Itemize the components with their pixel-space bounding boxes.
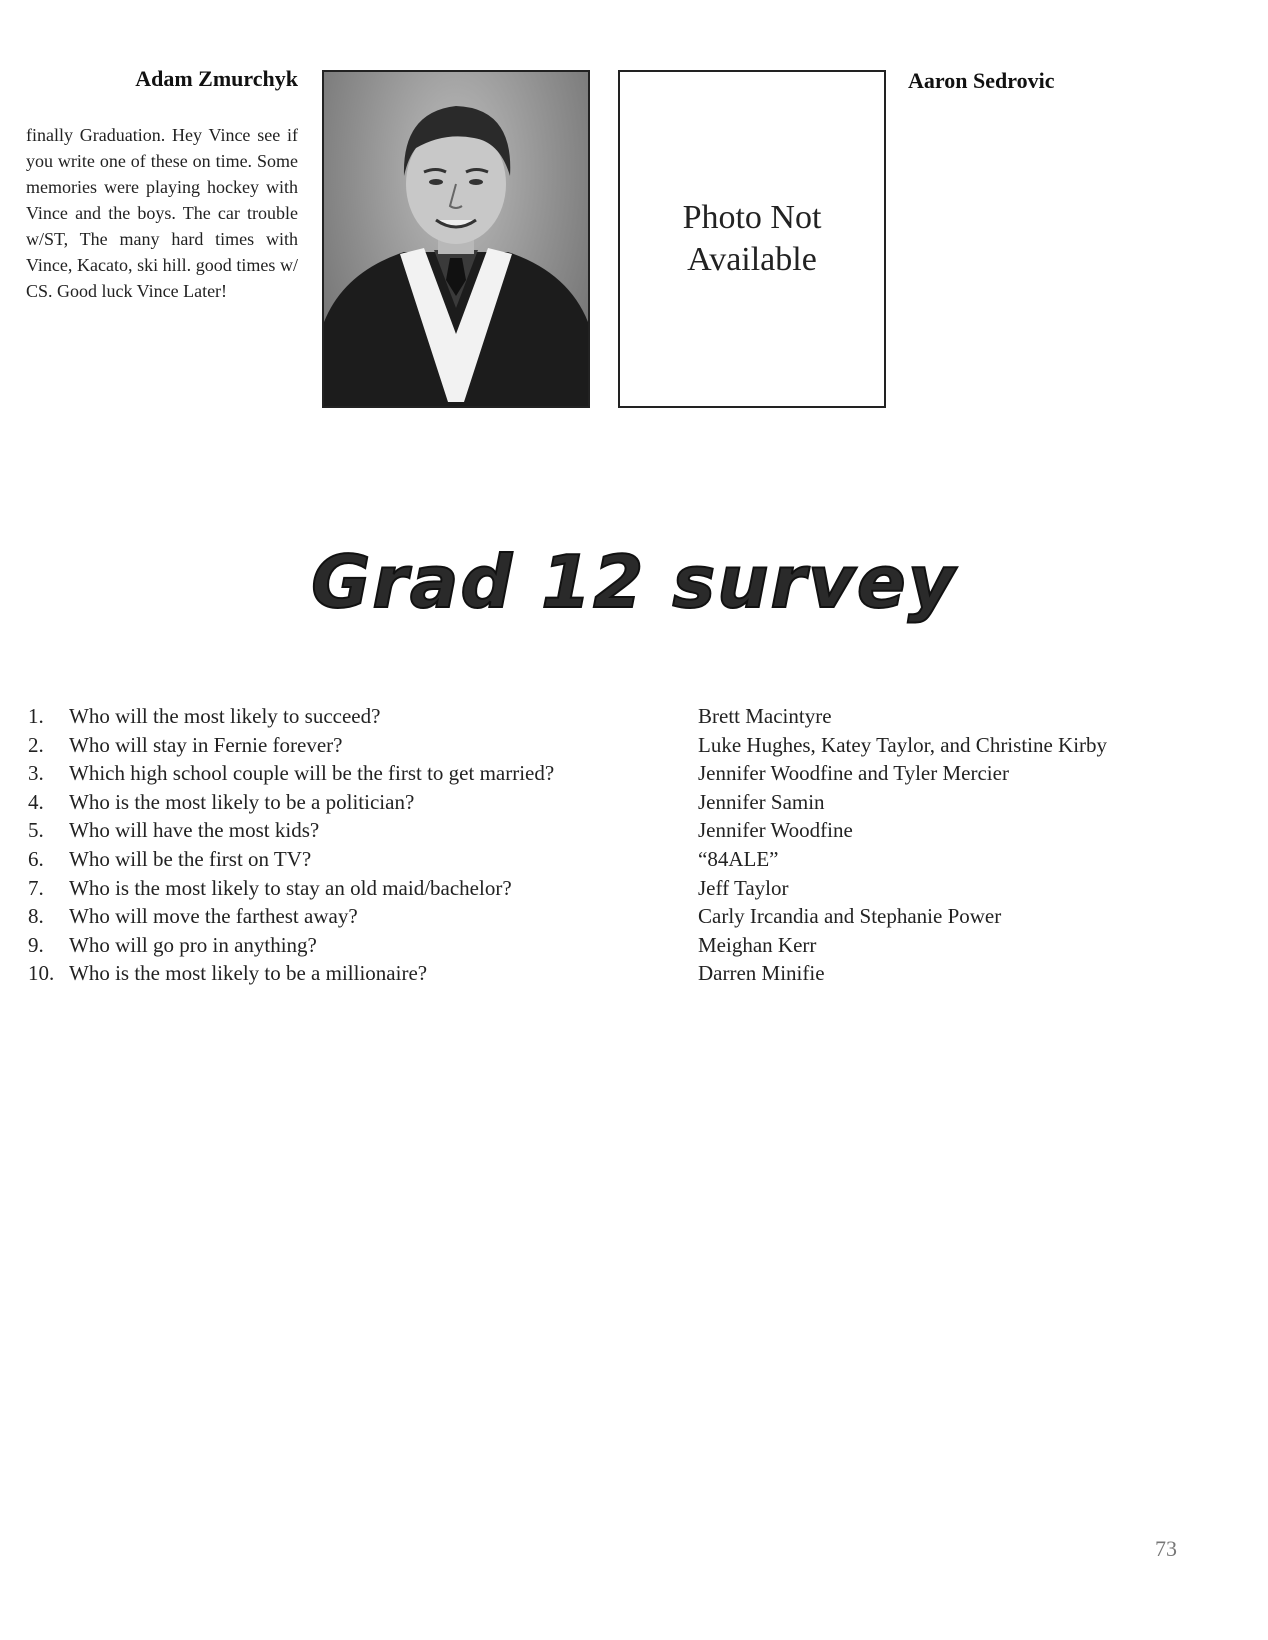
- portrait-illustration: [324, 72, 588, 406]
- question-text: Who is the most likely to stay an old maid/bachelor?: [69, 875, 512, 900]
- survey-question: [28, 959, 688, 988]
- question-text: Who will go pro in anything?: [69, 932, 317, 957]
- page-number: 73: [1155, 1536, 1177, 1561]
- question-text: Who will be the first on TV?: [69, 846, 312, 871]
- survey-answer: Carly Ircandia and Stephanie Power: [698, 904, 1002, 929]
- survey-answer: Darren Minifie: [698, 961, 825, 986]
- question-number: 2.: [28, 732, 44, 757]
- survey-question: [28, 902, 688, 931]
- survey-answer: Jennifer Samin: [698, 789, 825, 814]
- survey-answer: Jennifer Woodfine and Tyler Mercier: [698, 761, 1009, 786]
- student-name-aaron: Aaron Sedrovic: [908, 68, 1055, 93]
- question-text: Who will stay in Fernie forever?: [69, 732, 343, 757]
- survey-title: Grad 12 survey: [311, 540, 957, 624]
- survey-question: [28, 759, 688, 788]
- survey-answer: “84ALE”: [698, 846, 779, 871]
- survey-question: [28, 874, 688, 903]
- survey-question: [28, 731, 688, 760]
- question-text: Who is the most likely to be a politician?: [69, 789, 415, 814]
- student-name-adam: Adam Zmurchyk: [135, 66, 298, 91]
- student-portrait-photo: [322, 70, 590, 408]
- question-number: 6.: [28, 846, 44, 871]
- question-number: 3.: [28, 761, 44, 786]
- question-number: 1.: [28, 704, 44, 728]
- survey-answer: Jeff Taylor: [698, 875, 789, 900]
- question-number: 5.: [28, 818, 44, 843]
- question-text: Who is the most likely to be a millionaire?: [69, 961, 428, 986]
- survey-question: [28, 845, 688, 874]
- survey-question: [28, 702, 688, 731]
- question-number: 4.: [28, 789, 44, 814]
- survey-answer: Brett Macintyre: [698, 704, 832, 728]
- survey-answers-list: [698, 702, 1258, 988]
- question-number: 7.: [28, 875, 44, 900]
- photo-placeholder-frame: [618, 70, 886, 408]
- question-number: 10.: [28, 961, 55, 986]
- question-text: Who will the most likely to succeed?: [69, 704, 381, 728]
- survey-question: [28, 816, 688, 845]
- survey-question: [28, 788, 688, 817]
- survey-answer: Luke Hughes, Katey Taylor, and Christine Kirby: [698, 732, 1108, 757]
- photo-not-available-text: Photo Not Available: [682, 199, 822, 278]
- survey-question: [28, 931, 688, 960]
- question-text: Who will have the most kids?: [69, 818, 320, 843]
- student-bio: finally Graduation. Hey Vince see if you write one of these on time. Some memories were playing hockey with Vince and the boys. The car trouble w/ST, The many hard times with Vince, Kacato, ski hill. good times w/ CS. Good luck Vince Later!: [26, 125, 298, 301]
- question-text: Who will move the farthest away?: [69, 904, 358, 929]
- question-text: Which high school couple will be the first to get married?: [69, 761, 555, 786]
- survey-questions-list: [28, 702, 688, 988]
- question-number: 8.: [28, 904, 44, 929]
- survey-answer: Meighan Kerr: [698, 932, 817, 957]
- survey-answer: Jennifer Woodfine: [698, 818, 853, 843]
- question-number: 9.: [28, 932, 44, 957]
